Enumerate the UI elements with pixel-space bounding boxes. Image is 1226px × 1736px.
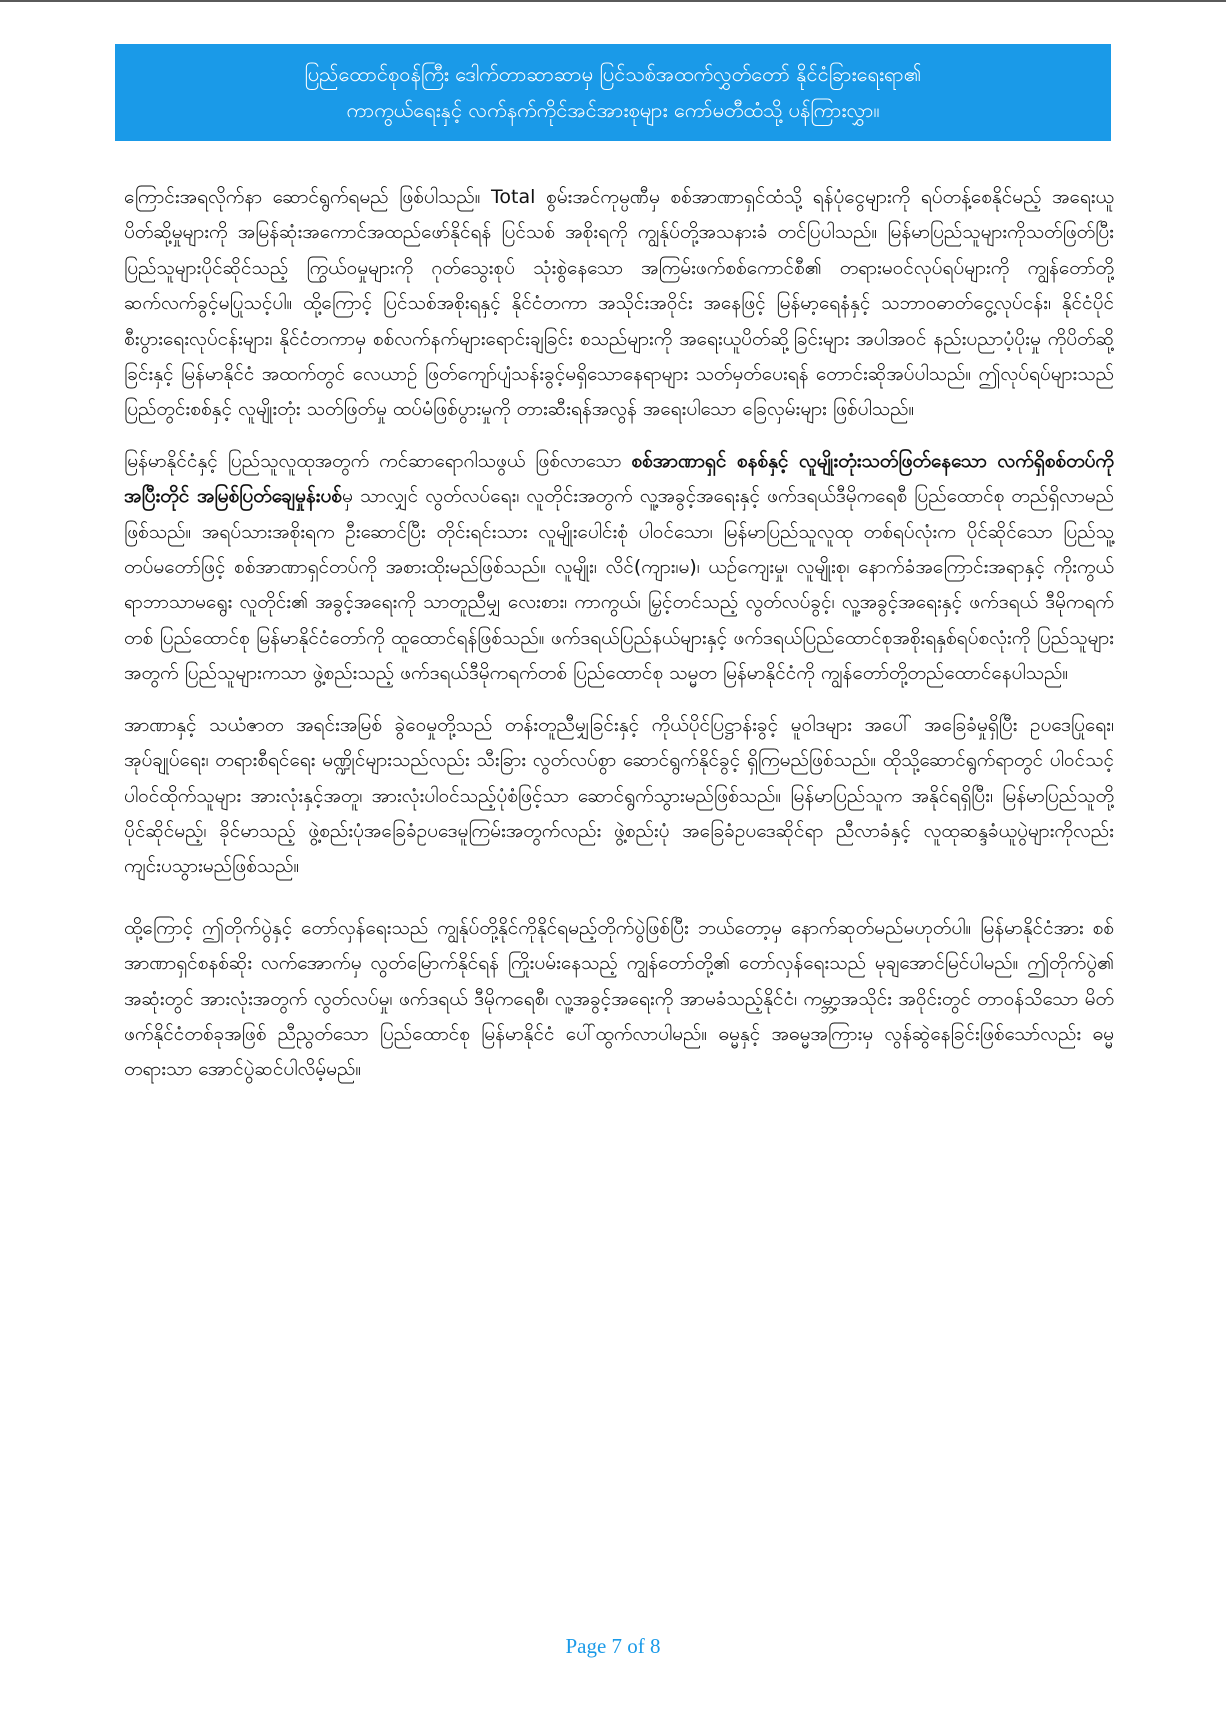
document-body [124, 180, 1114, 1104]
paragraph-2 [124, 444, 1114, 692]
page-number: Page 7 of 8 [565, 1634, 661, 1658]
title-line-2: ကာကွယ်ရေးနှင့် လက်နက်ကိုင်အင်အားစုများ ကော်မတီထံသို့ ပန်ကြားလွှာ။ [346, 98, 880, 122]
title-line-1: ပြည်ထောင်စုဝန်ကြီး ဒေါက်တာဆာဆာမှ ပြင်သစ်အထက်လွှတ်တော် နိုင်ငံခြားရေးရာ၏ [304, 62, 922, 86]
paragraph-1: ကြောင်းအရလိုက်နာ ဆောင်ရွက်ရမည် ဖြစ်ပါသည်။ Total စွမ်းအင်ကုမ္ပဏီမှ စစ်အာဏာရှင်ထံသို့ ရန်ပုံငွေများကို ရပ်တန့်စေနိုင်မည့် အရေးယူပိတ်ဆို့မှုများကို အမြန်ဆုံးအကောင်အထည်ဖော်နိုင်ရန် ပြင်သစ် အစိုးရကို ကျွန်ုပ်တို့အသနားခံ တင်ပြပါသည်။ မြန်မာပြည်သူများကိုသတ်ဖြတ်ပြီး ပြည်သူများပိုင်ဆိုင်သည့် ကြွယ်ဝမှုများကို ဂုတ်သွေးစုပ် သုံးစွဲနေသော အကြမ်းဖက်စစ်ကောင်စီ၏ တရားမဝင်လုပ်ရပ်များကို ကျွန်တော်တို့ ဆက်လက်ခွင့်မပြုသင့်ပါ။ ထို့ကြောင့် ပြင်သစ်အစိုးရနှင့် နိုင်ငံတကာ အသိုင်းအဝိုင်း အနေဖြင့် မြန်မာ့ရေနံနှင့် သဘာဝဓာတ်ငွေ့လုပ်ငန်း၊ နိုင်ငံပိုင်စီးပွားရေးလုပ်ငန်းများ၊ နိုင်ငံတကာမှ စစ်လက်နက်များရောင်းချခြင်း စသည်များကို အရေးယူပိတ်ဆို့ခြင်းများ အပါအဝင် နည်းပညာပံ့ပိုးမှု ကိုပိတ်ဆို့ခြင်းနှင့် မြန်မာနိုင်ငံ အထက်တွင် လေယာဉ် ဖြတ်ကျော်ပျံသန်းခွင့်မရှိသောနေရာများ သတ်မှတ်ပေးရန် တောင်းဆိုအပ်ပါသည်။ ဤလုပ်ရပ်များသည် ပြည်တွင်းစစ်နှင့် လူမျိုးတုံး သတ်ဖြတ်မှု ထပ်မံဖြစ်ပွားမှုကို တားဆီးရန်အလွန် အရေးပါသော ခြေလှမ်းများ ဖြစ်ပါသည်။ [124, 186, 1114, 421]
paragraph-2-rest: မှ သာလျှင် လွတ်လပ်ရေး၊ လူတိုင်းအတွက် လူ့အခွင့်အရေးနှင့် ဖက်ဒရယ်ဒီမိုကရေစီ ပြည်ထောင်စု တည်ရှိလာမည် ဖြစ်သည်။ အရပ်သားအစိုးရက ဦးဆောင်ပြီး တိုင်းရင်းသား လူမျိုးပေါင်းစုံ ပါဝင်သော၊ မြန်မာပြည်သူလူထု တစ်ရပ်လုံးက ပိုင်ဆိုင်သော ပြည်သူ့တပ်မတော်ဖြင့် စစ်အာဏာရှင်တပ်ကို အစားထိုးမည်ဖြစ်သည်။ လူမျိုး၊ လိင်(ကျား၊မ)၊ ယဉ်ကျေးမှု၊ လူမျိုးစု၊ နောက်ခံအကြောင်းအရာနှင့် ကိုးကွယ်ရာဘာသာမရွေး လူတိုင်း၏ အခွင့်အရေးကို သာတူညီမျှ လေးစား၊ ကာကွယ်၊ မြှင့်တင်သည့် လွတ်လပ်ခွင့်၊ လူ့အခွင့်အရေးနှင့် ဖက်ဒရယ် ဒီမိုကရက်တစ် ပြည်ထောင်စု မြန်မာနိုင်ငံတော်ကို ထူထောင်ရန်ဖြစ်သည်။ ဖက်ဒရယ်ပြည်နယ်များနှင့် ဖက်ဒရယ်ပြည်ထောင်စုအစိုးရနှစ်ရပ်စလုံးကို ပြည်သူများအတွက် ပြည်သူများကသာ ဖွဲ့စည်းသည့် ဖက်ဒရယ်ဒီမိုကရက်တစ် ပြည်ထောင်စု သမ္မတ မြန်မာနိုင်ငံကို ကျွန်တော်တို့တည်ထောင်နေပါသည်။ [124, 485, 1114, 685]
top-border-line [0, 0, 1226, 2]
paragraph-4: ထို့ကြောင့် ဤတိုက်ပွဲနှင့် တော်လှန်ရေးသည် ကျွန်ုပ်တို့နိုင်ကိုနိုင်ရမည့်တိုက်ပွဲဖြစ်ပြီး ဘယ်တော့မှ နောက်ဆုတ်မည်မဟုတ်ပါ။ မြန်မာနိုင်ငံအား စစ်အာဏာရှင်စနစ်ဆိုး လက်အောက်မှ လွတ်မြောက်နိုင်ရန် ကြိုးပမ်းနေသည့် ကျွန်တော်တို့၏ တော်လှန်ရေးသည် မုချအောင်မြင်ပါမည်။ ဤတိုက်ပွဲ၏ အဆုံးတွင် အားလုံးအတွက် လွတ်လပ်မှု၊ ဖက်ဒရယ် ဒီမိုကရေစီ၊ လူ့အခွင့်အရေးကို အာမခံသည့်နိုင်ငံ၊ ကမ္ဘာ့အသိုင်း အဝိုင်းတွင် တာဝန်သိသော မိတ်ဖက်နိုင်ငံတစ်ခုအဖြစ် ညီညွတ်သော ပြည်ထောင်စု မြန်မာနိုင်ငံ ပေါ်ထွက်လာပါမည်။ ဓမ္မနှင့် အဓမ္မအကြားမှ လွန်ဆွဲနေခြင်းဖြစ်သော်လည်း ဓမ္မတရားသာ အောင်ပွဲဆင်ပါလိမ့်မည်။ [124, 916, 1114, 1081]
title-banner [115, 44, 1111, 141]
paragraph-2-bold-phrase: စစ်အာဏာရှင် စနစ်နှင့် လူမျိုးတုံးသတ်ဖြတ်နေသော လက်ရှိစစ်တပ်ကို အပြီးတိုင် အမြစ်ပြတ်ချေမှုန်းပစ် [124, 449, 1114, 508]
paragraph-3: အာဏာနှင့် သယံဇာတ အရင်းအမြစ် ခွဲဝေမှုတို့သည် တန်းတူညီမျှခြင်းနှင့် ကိုယ်ပိုင်ပြဋ္ဌာန်းခွင့် မူဝါဒများ အပေါ် အခြေခံမှုရှိပြီး ဥပဒေပြုရေး၊ အုပ်ချုပ်ရေး၊ တရားစီရင်ရေး မဏ္ဍိုင်များသည်လည်း သီးခြား လွတ်လပ်စွာ ဆောင်ရွက်နိုင်ခွင့် ရှိကြမည်ဖြစ်သည်။ ထိုသို့ဆောင်ရွက်ရာတွင် ပါဝင်သင့် ပါဝင်ထိုက်သူများ အားလုံးနှင့်အတူ၊ အားလုံးပါဝင်သည့်ပုံစံဖြင့်သာ ဆောင်ရွက်သွားမည်ဖြစ်သည်။ မြန်မာပြည်သူက အနိုင်ရရှိပြီး၊ မြန်မာပြည်သူတို့ ပိုင်ဆိုင်မည့်၊ ခိုင်မာသည့် ဖွဲ့စည်းပုံအခြေခံဥပဒေမူကြမ်းအတွက်လည်း ဖွဲ့စည်းပုံ အခြေခံဥပဒေဆိုင်ရာ ညီလာခံနှင့် လူထုဆန္ဒခံယူပွဲများကိုလည်း ကျင်းပသွားမည်ဖြစ်သည်။ [124, 713, 1114, 878]
paragraph-2-intro: မြန်မာနိုင်ငံနှင့် ပြည်သူလူထုအတွက် ကင်ဆာရောဂါသဖွယ် ဖြစ်လာသော [124, 449, 632, 472]
